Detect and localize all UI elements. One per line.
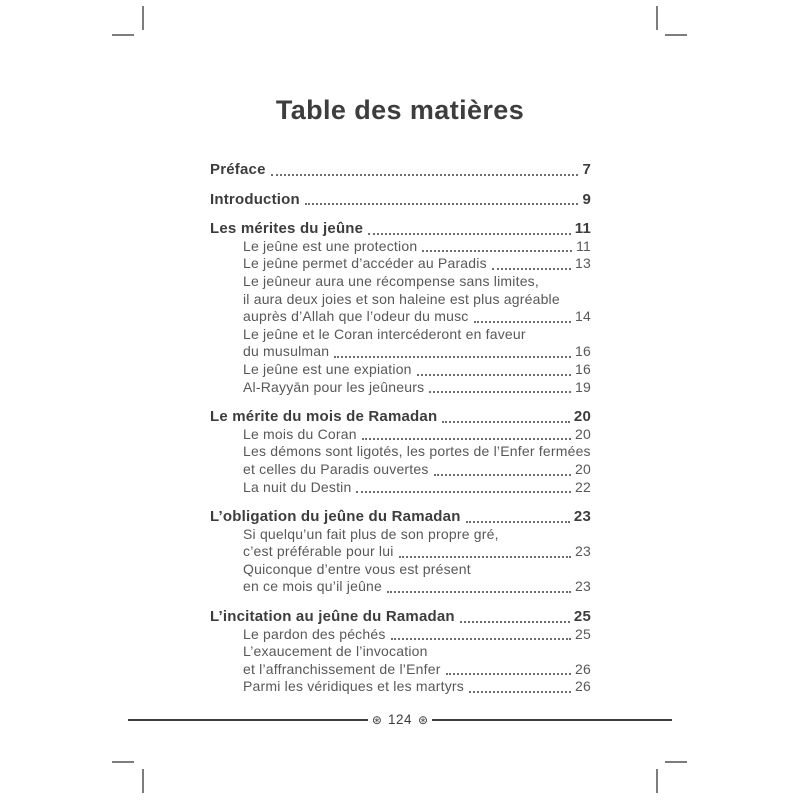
toc-entry-page-number: 20 (575, 460, 591, 477)
toc-section-entry (210, 508, 591, 526)
toc-entry-page-number: 7 (582, 161, 591, 178)
toc-entry-line (243, 643, 591, 661)
leader-dots (474, 321, 572, 323)
toc-entry-label: Le pardon des péchés (243, 625, 386, 642)
toc-entry-label: L’obligation du jeûne du Ramadan (210, 508, 461, 526)
leader-dots (446, 673, 571, 675)
toc-entry-page-number: 26 (575, 660, 591, 677)
toc-entry-line (243, 361, 591, 379)
toc-entry-line (243, 526, 591, 544)
toc-entry-line (210, 191, 591, 209)
toc-entry-line (243, 238, 591, 256)
toc-entry-label: Parmi les véridiques et les martyrs (243, 678, 464, 695)
leader-dots (429, 391, 571, 393)
toc-entry-page-number: 20 (573, 408, 591, 426)
toc-section-entry (210, 408, 591, 426)
page-title: Table des matières (275, 95, 525, 125)
toc-sub-entry (210, 626, 591, 644)
toc-entry-line (210, 408, 591, 426)
toc-entry-line (243, 343, 591, 361)
toc-entry-page-number: 13 (575, 255, 591, 272)
toc-entry-label: en ce mois qu’il jeûne (243, 578, 383, 595)
footer-rule-right (432, 719, 672, 721)
toc-entry-page-number: 16 (575, 360, 591, 377)
leader-dots (469, 691, 571, 693)
toc-entry-line (243, 578, 591, 596)
toc-entry-line (243, 561, 591, 579)
toc-entry-line (243, 461, 591, 479)
toc-sub-entry (210, 326, 591, 361)
toc-entry-label: et l’affranchissement de l’Enfer (243, 660, 441, 677)
toc-entry-page-number: 25 (573, 608, 591, 626)
page-number: 124 (387, 712, 413, 727)
toc-entry-line (243, 661, 591, 679)
leader-dots (399, 556, 571, 558)
toc-entry-line (243, 443, 591, 461)
toc-entry-label: L’incitation au jeûne du Ramadan (210, 608, 455, 626)
crop-mark-top-right-vertical (656, 6, 658, 30)
toc-entry-page-number: 11 (574, 220, 591, 238)
toc-entry-line (243, 379, 591, 397)
toc-section-entry (210, 220, 591, 238)
toc-entry-label: Le jeûne est une expiation (243, 360, 412, 377)
toc-entry-page-number: 22 (575, 478, 591, 495)
leader-dots (492, 268, 571, 270)
leader-dots (434, 474, 571, 476)
crop-mark-top-left-vertical (142, 6, 144, 30)
toc-entry-page-number: 14 (575, 308, 591, 325)
toc-entry-label: Préface (210, 161, 266, 178)
toc-entry-label: auprès d’Allah que l’odeur du musc (243, 308, 469, 325)
toc-entry-line (210, 608, 591, 626)
toc-section-entry (210, 191, 591, 209)
toc-entry-page-number: 23 (575, 543, 591, 560)
toc-entry-page-number: 16 (575, 343, 591, 360)
crop-mark-bottom-right-vertical (656, 769, 658, 793)
toc-entry-label: Le jeûne est une protection (243, 237, 418, 254)
toc-entry-line (210, 161, 591, 179)
leader-dots (271, 174, 579, 176)
toc-entry-line (243, 626, 591, 644)
ornament-icon: ⊛ (418, 712, 429, 727)
crop-mark-bottom-left-horizontal (112, 761, 134, 763)
toc-entry-line (243, 291, 591, 309)
crop-mark-bottom-left-vertical (142, 769, 144, 793)
toc-entry-label: du musulman (243, 343, 330, 360)
toc-entry-label: L’exaucement de l’invocation (243, 643, 428, 660)
leader-dots (466, 521, 570, 523)
toc-entry-label: Si quelqu’un fait plus de son propre gré, (243, 525, 499, 542)
toc-sub-entry (210, 255, 591, 273)
leader-dots (442, 421, 570, 423)
toc-entry-label: et celles du Paradis ouvertes (243, 460, 429, 477)
toc-entry-page-number: 20 (575, 425, 591, 442)
crop-mark-top-left-horizontal (112, 34, 134, 36)
leader-dots (368, 233, 571, 235)
toc-sub-entry (210, 426, 591, 444)
toc-entry-line (243, 479, 591, 497)
leader-dots (305, 203, 579, 205)
toc-entry-line (243, 308, 591, 326)
leader-dots (362, 438, 571, 440)
toc-entry-line (243, 255, 591, 273)
toc-entry-line (243, 543, 591, 561)
toc-sub-entry (210, 238, 591, 256)
toc-entry-page-number: 25 (575, 625, 591, 642)
toc-entry-label: Les mérites du jeûne (210, 220, 364, 238)
toc-entry-label: Le mérite du mois de Ramadan (210, 408, 438, 426)
toc-sub-entry (210, 379, 591, 397)
leader-dots (417, 374, 571, 376)
toc-entry-line (243, 326, 591, 344)
toc-sub-entry (210, 479, 591, 497)
toc-entry-label: Introduction (210, 190, 300, 208)
table-of-contents (210, 161, 591, 696)
toc-entry-label: c’est préférable pour lui (243, 543, 394, 560)
toc-sub-entry (210, 361, 591, 379)
toc-entry-page-number: 19 (575, 378, 591, 395)
toc-entry-label: Le jeûneur aura une récompense sans limites, (243, 272, 539, 289)
leader-dots (391, 638, 571, 640)
toc-entry-page-number: 11 (576, 237, 591, 254)
toc-entry-label: Les démons sont ligotés, les portes de l’Enfer fermées (243, 443, 591, 460)
crop-mark-bottom-right-horizontal (665, 761, 687, 763)
toc-sub-entry (210, 678, 591, 696)
leader-dots (387, 591, 571, 593)
leader-dots (422, 250, 572, 252)
toc-entry-page-number: 23 (573, 508, 591, 526)
toc-entry-page-number: 26 (575, 678, 591, 695)
toc-entry-label: La nuit du Destin (243, 478, 352, 495)
toc-entry-page-number: 9 (582, 190, 591, 208)
toc-entry-label: il aura deux joies et son haleine est plus agréable (243, 290, 560, 307)
leader-dots (460, 621, 570, 623)
page-footer (128, 712, 672, 727)
toc-entry-label: Le jeûne et le Coran intercéderont en faveur (243, 325, 526, 342)
toc-sub-entry (210, 643, 591, 678)
toc-entry-label: Al-Rayyān pour les jeûneurs (243, 378, 425, 395)
toc-sub-entry (210, 443, 591, 478)
toc-entry-label: Quiconque d’entre vous est présent (243, 560, 471, 577)
toc-entry-line (243, 273, 591, 291)
leader-dots (334, 356, 571, 358)
toc-entry-line (210, 508, 591, 526)
toc-section-entry (210, 608, 591, 626)
toc-entry-line (243, 678, 591, 696)
ornament-icon: ⊛ (371, 712, 382, 727)
toc-entry-line (210, 220, 591, 238)
leader-dots (356, 491, 571, 493)
toc-sub-entry (210, 561, 591, 596)
toc-entry-page-number: 23 (575, 578, 591, 595)
crop-mark-top-right-horizontal (665, 34, 687, 36)
toc-section-entry (210, 161, 591, 179)
toc-entry-label: Le jeûne permet d’accéder au Paradis (243, 255, 487, 272)
toc-entry-line (243, 426, 591, 444)
toc-sub-entry (210, 273, 591, 326)
toc-sub-entry (210, 526, 591, 561)
toc-entry-label: Le mois du Coran (243, 425, 357, 442)
footer-rule-left (128, 719, 368, 721)
